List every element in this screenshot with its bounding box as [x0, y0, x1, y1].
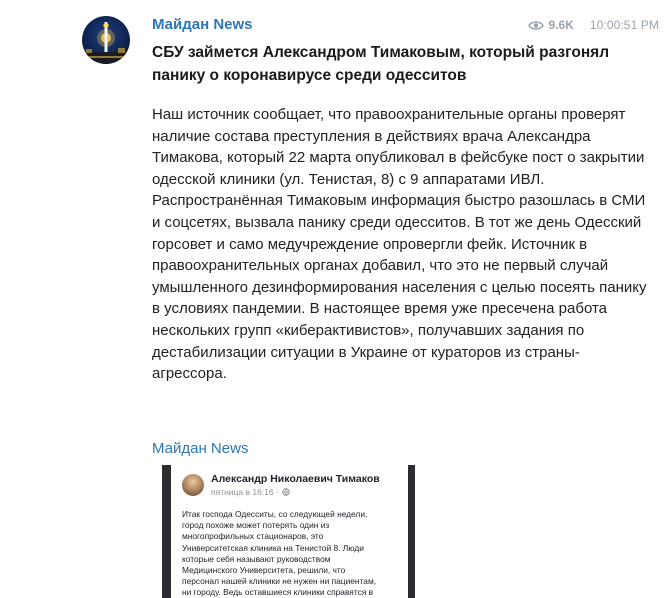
tower-avatar-icon	[82, 16, 130, 64]
fb-author-name: Александр Николаевич Тимаков	[211, 473, 380, 485]
post-paragraph: Распространённая Тимаковым информация быстро разошлась в СМИ и соцсетях, вызвала панику среди одесситов. В тот же день Одесский горсовет и само медучреждение опровергли фейк. Источник в правоохранительных органах добавил, что это не первый случай умышленного дезинформирования населения с целью посеять панику в условиях пандемии. В настоящее время уже пресечена работа нескольких групп «киберактивистов», получавших задания по дестабилизации ситуации в Украине от кураторов из страны-агрессора.	[152, 192, 647, 383]
fb-text-line: персонал нашей клиники не нужен ни пациентам,	[182, 576, 377, 587]
post-body	[152, 104, 652, 385]
post-title: СБУ займется Александром Тимаковым, который разгонял панику о коронавирусе среди одесситов	[152, 44, 610, 84]
forwarded-channel-link[interactable]: Майдан News	[152, 440, 249, 457]
author-avatar	[182, 474, 204, 496]
fb-text-line: Медицинского Университета, решили, что	[182, 565, 346, 576]
facebook-post-card	[171, 465, 408, 598]
globe-icon	[282, 488, 290, 496]
post-meta	[528, 18, 659, 32]
view-count	[528, 18, 573, 32]
fb-text-line: город похоже может потерять один из	[182, 520, 330, 531]
post-paragraph: Наш источник сообщает, что правоохранительные органы проверят наличие состава преступления в действиях врача Александра Тимакова, который 22 марта опубликовал в фейсбуке пост о закрытии одесской клиники (ул. Тенистая, 8) с 9 аппаратами ИВЛ.	[152, 106, 645, 188]
fb-text-line: которые себя называют руководством	[182, 553, 331, 564]
post-time: 10:00:51 PM	[589, 18, 659, 32]
fb-post-text	[182, 509, 404, 598]
attached-screenshot[interactable]	[162, 465, 415, 598]
fb-date-text: пятница в 16:16 ·	[211, 487, 279, 497]
eye-icon	[528, 20, 544, 31]
channel-name[interactable]: Майдан News	[152, 16, 253, 33]
fb-post-date	[211, 487, 290, 497]
fb-text-line: Университетская клиника на Тенистой 8. Люди	[182, 542, 364, 553]
fb-text-line: ни городу. Ведь оставшиеся клиники справятся в	[182, 587, 374, 598]
fb-text-line: Итак господа Одесситы, со следующей недели,	[182, 509, 368, 519]
fb-text-line: многопрофильных стационаров, это	[182, 531, 324, 542]
channel-avatar[interactable]	[82, 16, 130, 64]
views-label: 9.6K	[548, 18, 574, 32]
